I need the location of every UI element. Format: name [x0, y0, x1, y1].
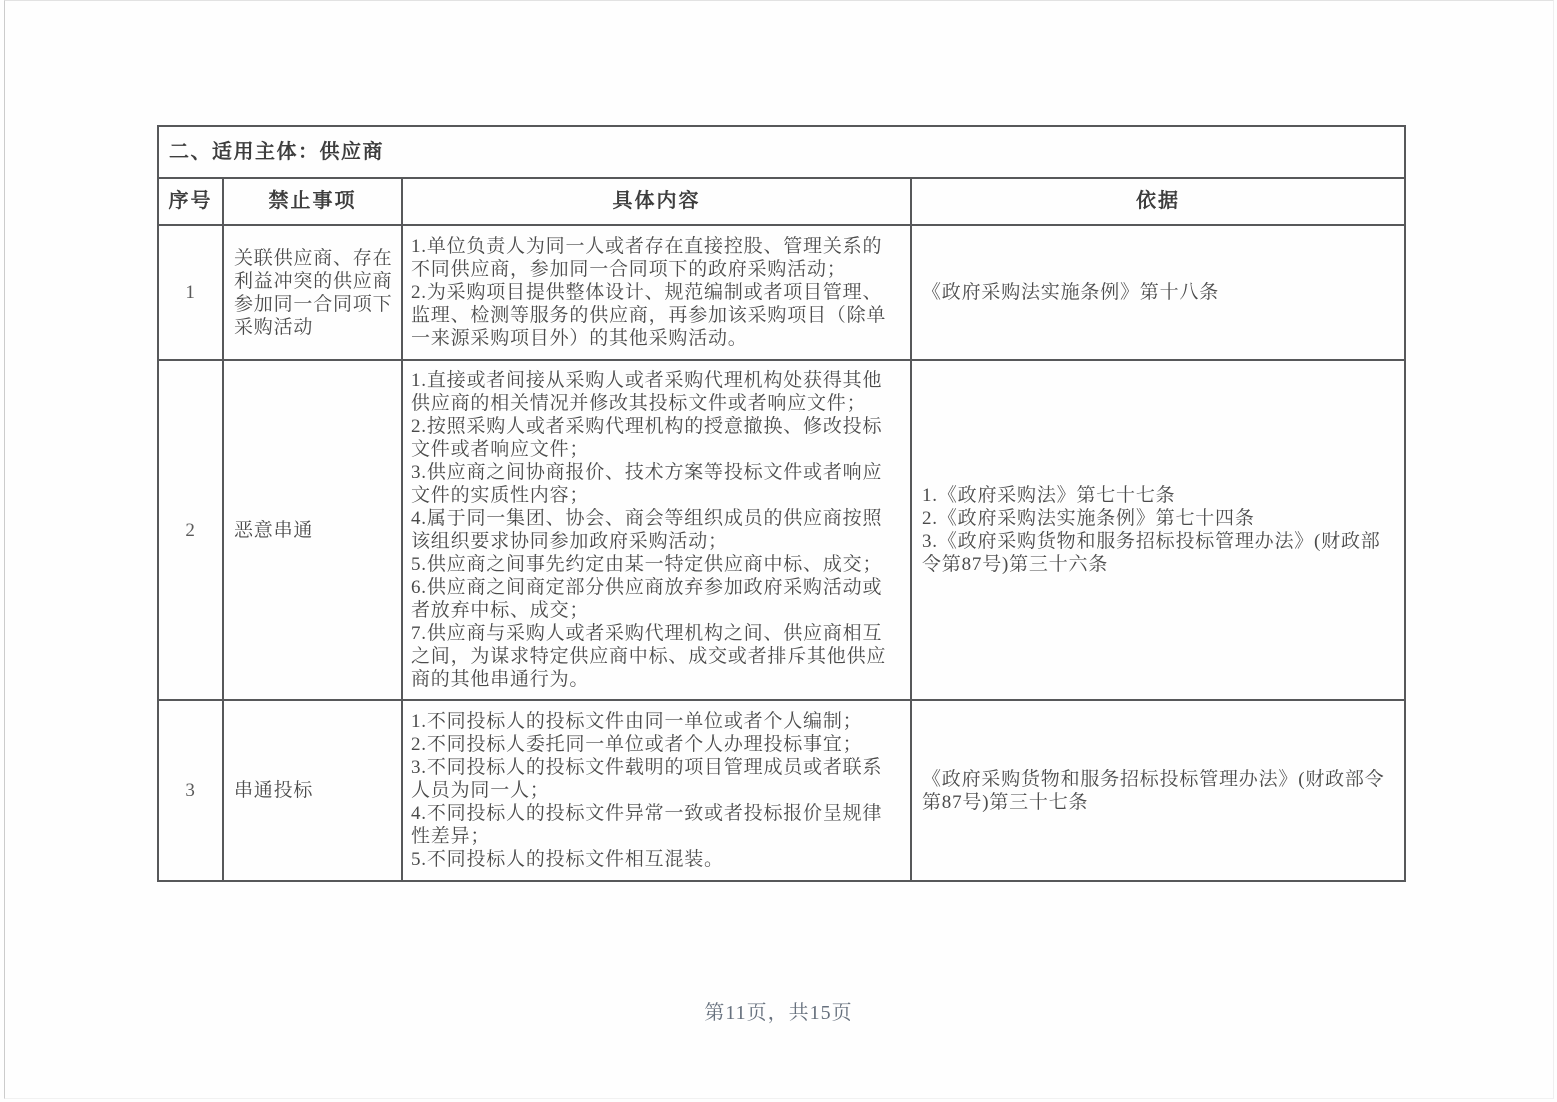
row2-content-line: 6.供应商之间商定部分供应商放弃参加政府采购活动或者放弃中标、成交； — [411, 577, 883, 621]
row1-basis-line: 《政府采购法实施条例》第十八条 — [922, 282, 1220, 303]
row3-content-line: 5.不同投标人的投标文件相互混装。 — [411, 849, 724, 870]
row3-content — [402, 700, 911, 881]
row2-content-line: 1.直接或者间接从采购人或者采购代理机构处获得其他供应商的相关情况并修改其投标文件或者响应文件； — [411, 370, 883, 414]
column-header-seq: 序号 — [158, 178, 223, 225]
table-row — [158, 700, 1405, 881]
row3-basis-line: 《政府采购货物和服务招标投标管理办法》(财政部令第87号)第三十七条 — [922, 768, 1385, 813]
row2-basis-line: 3.《政府采购货物和服务招标投标管理办法》(财政部令第87号)第三十六条 — [922, 531, 1381, 575]
prohibitions-table — [157, 125, 1406, 882]
row1-content-line: 2.为采购项目提供整体设计、规范编制或者项目管理、监理、检测等服务的供应商，再参加该采购项目（除单一来源采购项目外）的其他采购活动。 — [411, 282, 887, 349]
row2-basis-line: 1.《政府采购法》第七十七条 — [922, 485, 1176, 506]
row1-prohibited-item: 关联供应商、存在利益冲突的供应商参加同一合同项下采购活动 — [223, 225, 402, 360]
row3-seq: 3 — [158, 700, 223, 881]
row2-basis-line: 2.《政府采购法实施条例》第七十四条 — [922, 508, 1255, 529]
column-header-basis: 依据 — [911, 178, 1405, 225]
row2-content-line: 3.供应商之间协商报价、技术方案等投标文件或者响应文件的实质性内容； — [411, 462, 883, 506]
row3-content-line: 4.不同投标人的投标文件异常一致或者投标报价呈规律性差异； — [411, 803, 883, 847]
row2-prohibited-item: 恶意串通 — [223, 360, 402, 700]
row2-basis — [911, 360, 1405, 700]
column-header-item: 禁止事项 — [223, 178, 402, 225]
page-number-indicator: 第11页，共15页 — [704, 1002, 853, 1024]
row2-content — [402, 360, 911, 700]
row3-basis — [911, 700, 1405, 881]
row2-content-line: 5.供应商之间事先约定由某一特定供应商中标、成交； — [411, 554, 883, 575]
row1-content-line: 1.单位负责人为同一人或者存在直接控股、管理关系的不同供应商，参加同一合同项下的政府采购活动； — [411, 236, 883, 280]
row2-content-line: 2.按照采购人或者采购代理机构的授意撤换、修改投标文件或者响应文件； — [411, 416, 883, 460]
row3-prohibited-item: 串通投标 — [223, 700, 402, 881]
row3-content-line: 2.不同投标人委托同一单位或者个人办理投标事宜； — [411, 734, 863, 755]
row1-basis — [911, 225, 1405, 360]
row3-content-line: 1.不同投标人的投标文件由同一单位或者个人编制； — [411, 711, 863, 732]
row3-content-line: 3.不同投标人的投标文件载明的项目管理成员或者联系人员为同一人； — [411, 757, 883, 801]
table-row — [158, 225, 1405, 360]
row1-seq: 1 — [158, 225, 223, 360]
table-section-title-row — [158, 126, 1405, 178]
column-header-content: 具体内容 — [402, 178, 911, 225]
row2-seq: 2 — [158, 360, 223, 700]
table-header-row — [158, 178, 1405, 225]
section-title: 二、适用主体：供应商 — [158, 126, 1405, 178]
row1-content — [402, 225, 911, 360]
row2-content-line: 4.属于同一集团、协会、商会等组织成员的供应商按照该组织要求协同参加政府采购活动； — [411, 508, 883, 552]
table-row — [158, 360, 1405, 700]
row2-content-line: 7.供应商与采购人或者采购代理机构之间、供应商相互之间，为谋求特定供应商中标、成交或者排斥其他供应商的其他串通行为。 — [411, 623, 887, 690]
